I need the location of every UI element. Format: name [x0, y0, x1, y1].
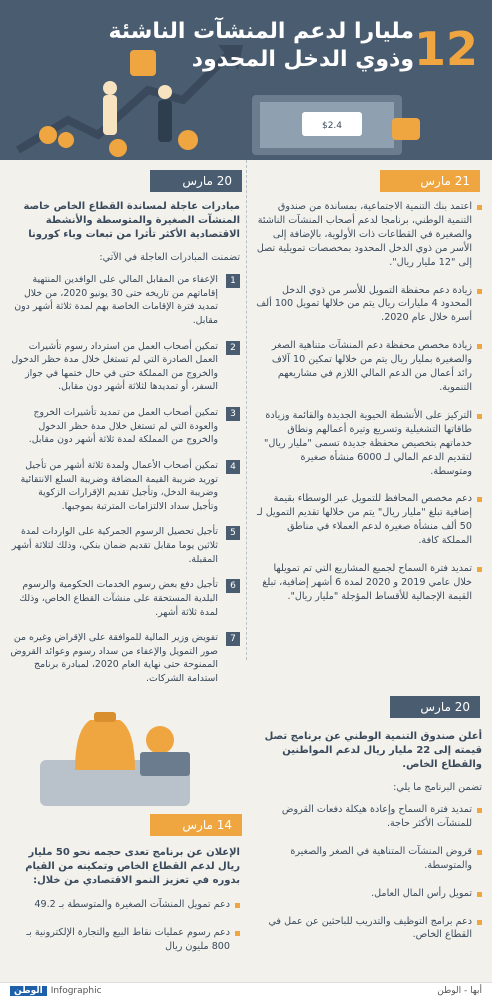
march20a-item	[10, 273, 240, 328]
march21-item: زيادة مخصص محفظة دعم المنشآت متناهية الصغر والصغيرة بمليار ريال يتم من خلالها تمكين 10 آلاف رائد أعمال من الدعم المالي اللازم في مشاريعهم التنموية.	[256, 339, 482, 395]
item-number-badge: 5	[226, 526, 240, 540]
hero-title-line1: مليارا لدعم المنشآت الناشئة	[108, 19, 414, 44]
march20b-lead: أعلن صندوق التنمية الوطني عن برنامج تصل قيمته إلى 22 مليار ريال لدعم المواطنين والقطاع الخاص.	[264, 731, 482, 770]
march14-item: دعم تمويل المنشآت الصغيرة والمتوسطة بـ 49.2	[10, 898, 240, 912]
march20b-item: قروض المنشآت المتناهية في الصغر والصغيرة والمتوسطة.	[256, 845, 482, 873]
item-text: تفويض وزير المالية للموافقة على الإقراض وغيره من صور التمويل والإعفاء من سداد رسوم وعوائد القروض الممنوحة حتى نهاية العام 2020، لمبادرة برنامج استدامة الشركات.	[10, 632, 218, 684]
hero-number: 12	[413, 22, 478, 76]
screen-amount: $2.4	[321, 121, 343, 131]
march20a-section	[10, 200, 240, 698]
march20a-sub: تضمنت المبادرات العاجلة في الآتي:	[99, 252, 240, 263]
hero-title-line2: وذوي الدخل المحدود	[191, 46, 414, 72]
march21-item: التركيز على الأنشطة الحيوية الجديدة والقائمة وزيادة طاقاتها التشغيلية وتسريع وتيرة أعمالهم ونطاق خدماتهم بتخصيص محفظة جديدة تسمى "مليار ريال" لتقديم الدعم المالي لـ 6000 منشأة صغيرة ومتوسطة.	[256, 409, 482, 479]
hero-banner	[0, 0, 492, 160]
march21-item: زيادة دعم محفظة التمويل للأسر من ذوي الدخل المحدود 4 مليارات ريال يتم من خلالها تمويل 100 ألف أسرة خلال عام 2020.	[256, 284, 482, 326]
item-text: تمكين أصحاب الأعمال ولمدة ثلاثة أشهر من تأجيل توريد ضريبة القيمة المضافة وضريبة السلع الانتقائية وضريبة الدخل، وتأجيل تقديم الإقرارات الزكوية وتأجيل سداد الالتزامات المترتبة بموجبها.	[20, 459, 218, 512]
march21-section	[256, 200, 482, 618]
item-text: تأجيل دفع بعض رسوم الخدمات الحكومية والرسوم البلدية المستحقة على منشآت القطاع الخاص، وذلك لمدة ثلاثة أشهر.	[19, 579, 218, 618]
hero-title	[74, 18, 414, 73]
march20b-item: تمويل رأس المال العامل.	[256, 887, 482, 901]
march20a-lead: مبادرات عاجلة لمساندة القطاع الخاص خاصة المنشآت الصغيرة والمتوسطة والأنشطة الاقتصادية الأكثر تأثرا من تبعات وباء كورونا	[23, 201, 240, 240]
march20a-item	[10, 340, 240, 395]
brand-logo: الوطن	[10, 986, 47, 996]
march21-item: دعم مخصص المحافظ للتمويل عبر الوسطاء بقيمة إضافية تبلغ "مليار ريال" يتم من خلالها تقديم التمويل لـ 50 ألف منشأة صغيرة لدعم العملاء في مناطق المملكة كافة.	[256, 492, 482, 548]
source-credit: أبها - الوطن	[437, 986, 482, 996]
item-number-badge: 1	[226, 274, 240, 288]
date-label: 21 مارس	[420, 174, 470, 188]
march20b-section	[256, 730, 482, 956]
item-text: تمكين أصحاب العمل من تمديد تأشيرات الخروج والعودة التي لم تستغل خلال مدة حظر الدخول والخروج من المملكة لمدة ثلاثة أشهر دون مقابل.	[28, 407, 218, 446]
march20a-item	[10, 459, 240, 514]
timeline-divider	[246, 160, 247, 660]
money-bag-illustration	[20, 700, 220, 810]
item-text: تأجيل تحصيل الرسوم الجمركية على الواردات لمدة ثلاثين يوما مقابل تقديم ضمان بنكي، وذلك لثلاثة أشهر المقبلة.	[11, 526, 218, 565]
date-tag-march20a	[150, 170, 242, 192]
item-number-badge: 7	[226, 632, 240, 646]
march14-lead: الإعلان عن برنامج تعدى حجمه نحو 50 مليار ريال لدعم القطاع الخاص وتمكينه من القيام بدوره في تعزيز النمو الاقتصادي من خلال:	[25, 847, 240, 886]
march21-item: اعتمد بنك التنمية الاجتماعية، بمساندة من صندوق التنمية الوطني، برنامجا لدعم أصحاب المنشآت الناشئة والصغيرة في القطاعات ذات الأولوية، بالإضافة إلى الأسر من ذوي الدخل المحدود بمخصصات تمويلية تصل إلى "12 مليار ريال".	[256, 200, 482, 270]
march20a-item	[10, 525, 240, 566]
march14-item: دعم رسوم عمليات نقاط البيع والتجارة الإلكترونية بـ 800 مليون ريال	[10, 926, 240, 954]
brand	[10, 986, 102, 996]
item-text: الإعفاء من المقابل المالي على الوافدين المنتهية إقاماتهم من تاريخه حتى 30 يونيو 2020، من خلال تمديد فترة الإقامات الخاصة بهم لمدة ثلاثة أشهر دون مقابل.	[14, 274, 218, 326]
date-label: 20 مارس	[182, 174, 232, 188]
march21-item: تمديد فترة السماح لجميع المشاريع التي تم تمويلها خلال عامي 2019 و 2020 لمدة 6 أشهر إضافية، تبلغ القيمة الإجمالية للأقساط المؤجلة "مليار ريال".	[256, 562, 482, 604]
item-text: تمكين أصحاب العمل من استرداد رسوم تأشيرات العمل الصادرة التي لم تستغل خلال مدة حظر الدخول والخروج من المملكة حتى في حال ختمها في جواز السفر، أو تمديدها لثلاثة أشهر دون مقابل.	[11, 340, 218, 393]
march14-section	[10, 846, 240, 968]
march20b-item: دعم برامج التوظيف والتدريب للباحثين عن عمل في القطاع الخاص.	[256, 915, 482, 943]
march20b-item: تمديد فترة السماح وإعادة هيكلة دفعات القروض للمنشآت الأكثر حاجة.	[256, 803, 482, 831]
laptop-payment-illustration	[242, 90, 432, 160]
item-number-badge: 2	[226, 341, 240, 355]
brand-label: Infographic	[50, 986, 102, 996]
march20b-sub: تضمن البرنامج ما يلي:	[393, 782, 482, 793]
date-label: 14 مارس	[182, 818, 232, 832]
march20a-item	[10, 631, 240, 686]
footer	[0, 982, 492, 1000]
march20a-item	[10, 578, 240, 619]
item-number-badge: 3	[226, 407, 240, 421]
date-label: 20 مارس	[420, 700, 470, 714]
date-tag-march20b	[390, 696, 480, 718]
march20a-item	[10, 406, 240, 447]
item-number-badge: 6	[226, 579, 240, 593]
item-number-badge: 4	[226, 460, 240, 474]
date-tag-march14	[150, 814, 242, 836]
date-tag-march21	[380, 170, 480, 192]
